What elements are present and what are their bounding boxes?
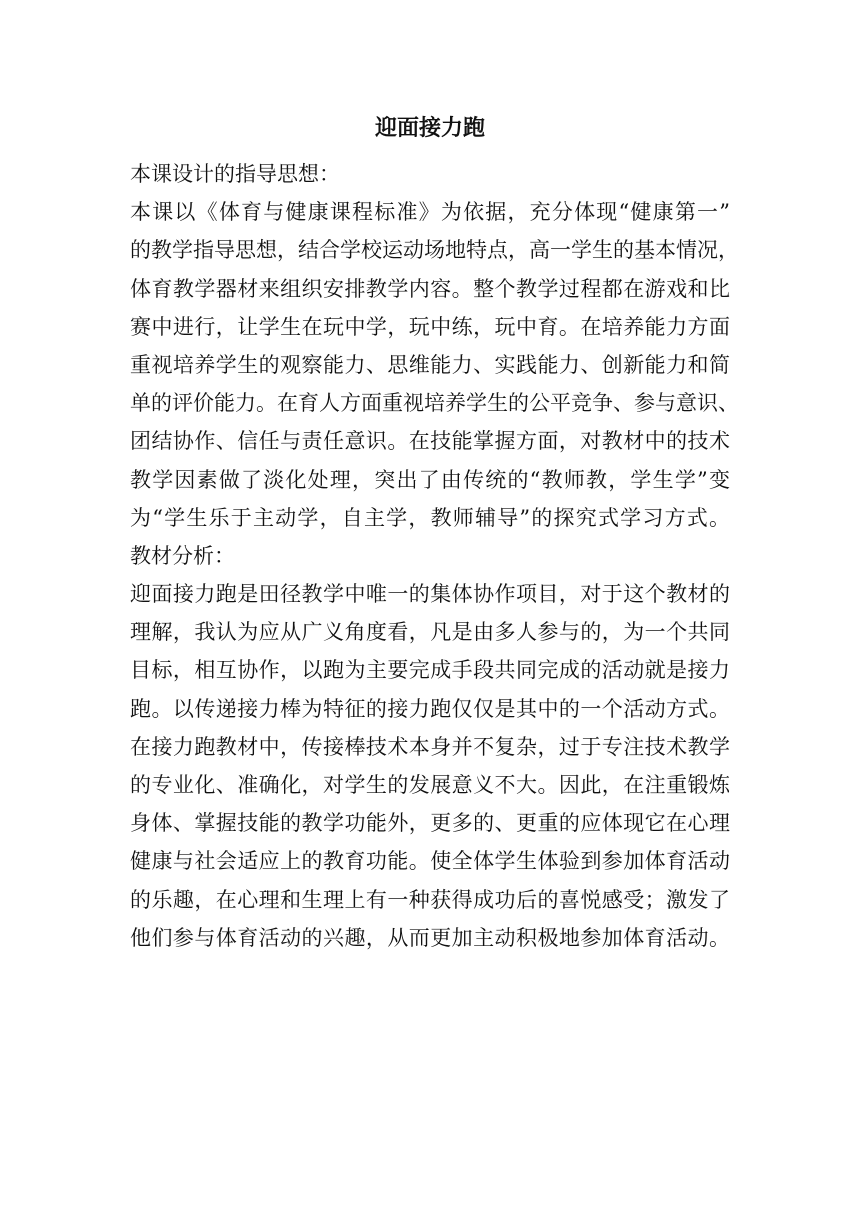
text-line: 体育教学器材来组织安排教学内容。整个教学过程都在游戏和比 — [130, 276, 730, 301]
text-line: 团结协作、信任与责任意识。在技能掌握方面，对教材中的技术 — [130, 429, 730, 454]
text-line: 的乐趣，在心理和生理上有一种获得成功后的喜悦感受；激发了 — [130, 887, 730, 912]
text-line: 的教学指导思想，结合学校运动场地特点，高一学生的基本情况， — [130, 238, 739, 263]
text-line: 在接力跑教材中，传接棒技术本身并不复杂，过于专注技术教学 — [130, 734, 730, 759]
text-line: 身体、掌握技能的教学功能外，更多的、更重的应体现它在心理 — [130, 811, 730, 836]
text-line: 单的评价能力。在育人方面重视培养学生的公平竞争、参与意识、 — [130, 391, 739, 416]
text-line: 为“学生乐于主动学，自主学，教师辅导”的探究式学习方式。 — [130, 505, 730, 530]
text-line: 理解，我认为应从广义角度看，凡是由多人参与的，为一个共同 — [130, 620, 730, 645]
text-line: 他们参与体育活动的兴趣，从而更加主动积极地参加体育活动。 — [130, 925, 730, 950]
text-line: 健康与社会适应上的教育功能。使全体学生体验到参加体育活动 — [130, 849, 730, 874]
document-body — [130, 155, 739, 957]
text-line: 赛中进行，让学生在玩中学，玩中练，玩中育。在培养能力方面 — [130, 314, 730, 339]
document-title: 迎面接力跑 — [374, 115, 485, 141]
text-line: 教学因素做了淡化处理，突出了由传统的“教师教，学生学”变 — [130, 467, 730, 492]
text-line: 目标，相互协作，以跑为主要完成手段共同完成的活动就是接力 — [130, 658, 730, 683]
text-line: 本课设计的指导思想： — [130, 162, 340, 186]
text-line: 的专业化、准确化，对学生的发展意义不大。因此，在注重锻炼 — [130, 773, 730, 797]
text-line: 跑。以传递接力棒为特征的接力跑仅仅是其中的一个活动方式。 — [130, 696, 730, 721]
text-line: 重视培养学生的观察能力、思维能力、实践能力、创新能力和简 — [130, 352, 730, 377]
text-line: 本课以《体育与健康课程标准》为依据，充分体现“健康第一” — [130, 200, 730, 225]
text-line: 教材分析： — [130, 543, 235, 568]
text-line: 迎面接力跑是田径教学中唯一的集体协作项目，对于这个教材的 — [130, 582, 730, 607]
